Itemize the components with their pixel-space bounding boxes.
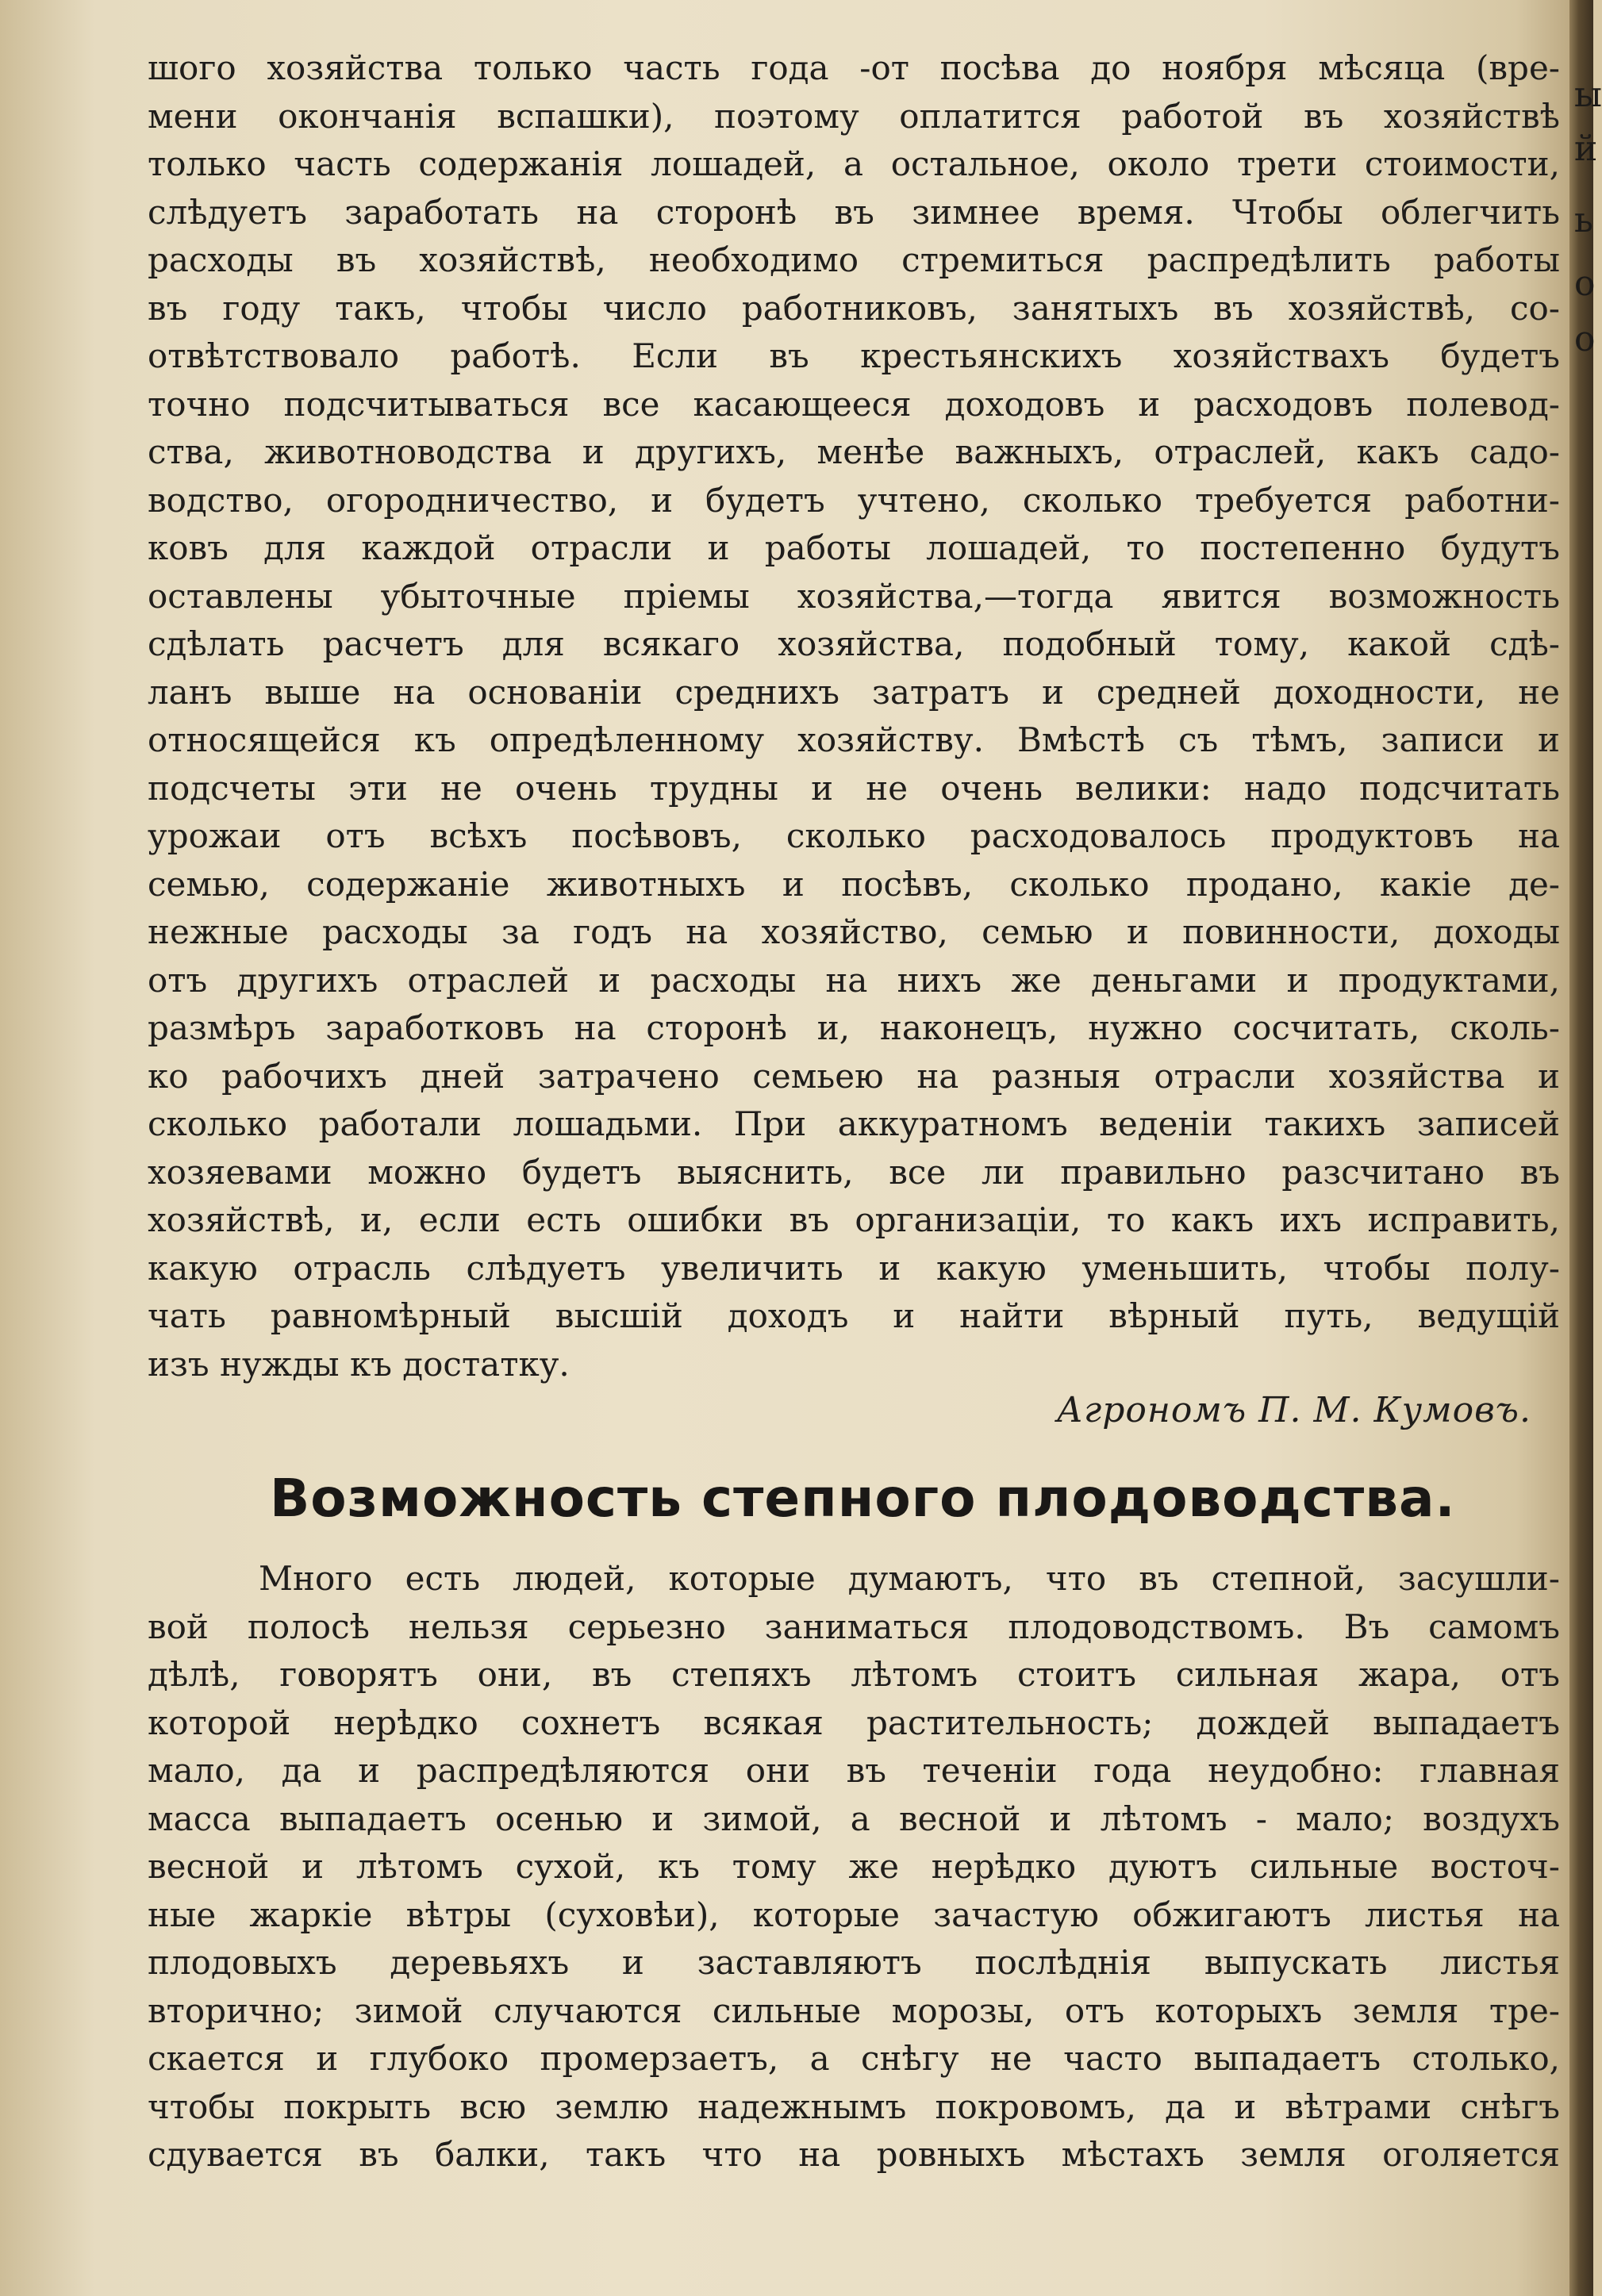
text-line: дѣлѣ, говорятъ они, въ степяхъ лѣтомъ стоитъ сильная жара, отъ <box>148 1655 1560 1694</box>
edge-letter: ь <box>1574 200 1593 240</box>
text-line: хозяевами можно будетъ выяснить, все ли правильно разсчитано въ <box>148 1152 1560 1192</box>
article-heading: Возможность степного плодоводства. <box>270 1468 1456 1529</box>
text-line: которой нерѣдко сохнетъ всякая растительность; дождей выпадаетъ <box>148 1703 1560 1742</box>
text-line: мало, да и распредѣляются они въ теченіи года неудобно: главная <box>148 1751 1560 1790</box>
text-line: ковъ для каждой отрасли и работы лошадей, то постепенно будутъ <box>148 528 1560 567</box>
text-line: семью, содержаніе животныхъ и посѣвъ, сколько продано, какіе де- <box>148 864 1560 904</box>
text-line: вой полосѣ нельзя серьезно заниматься плодоводствомъ. Въ самомъ <box>148 1607 1560 1646</box>
edge-letter: о <box>1574 263 1596 304</box>
text-line: нежные расходы за годъ на хозяйство, семью и повинности, доходы <box>148 912 1560 951</box>
edge-letter: й <box>1574 129 1598 169</box>
edge-letter: ы <box>1574 75 1602 115</box>
text-line: вторично; зимой случаются сильные морозы, отъ которыхъ земля тре- <box>148 1991 1560 2030</box>
text-line: Много есть людей, которые думаютъ, что въ степной, засушли- <box>259 1559 1560 1598</box>
text-line: ланъ выше на основаніи среднихъ затратъ и средней доходности, не <box>148 672 1560 712</box>
article-body <box>148 1555 1560 2179</box>
edge-letter: о <box>1574 319 1596 359</box>
text-line: слѣдуетъ заработать на сторонѣ въ зимнее время. Чтобы облегчить <box>148 192 1560 232</box>
author-signature: Агрономъ П. М. Кумовъ. <box>1056 1390 1531 1430</box>
text-line: только часть содержанія лошадей, а остальное, около трети стоимости, <box>148 144 1560 183</box>
text-line: относящейся къ опредѣленному хозяйству. Вмѣстѣ съ тѣмъ, записи и <box>148 720 1560 759</box>
text-line: какую отрасль слѣдуетъ увеличить и какую уменьшить, чтобы полу- <box>148 1248 1560 1288</box>
text-line: сдѣлать расчетъ для всякаго хозяйства, подобный тому, какой сдѣ- <box>148 624 1560 663</box>
text-line: сдувается въ балки, такъ что на ровныхъ мѣстахъ земля оголяется <box>148 2135 1560 2174</box>
text-line: точно подсчитываться все касающееся доходовъ и расходовъ полевод- <box>148 384 1560 424</box>
text-line: отвѣтствовало работѣ. Если въ крестьянскихъ хозяйствахъ будетъ <box>148 336 1560 375</box>
text-line: подсчеты эти не очень трудны и не очень велики: надо подсчитать <box>148 768 1560 808</box>
article-continuation <box>148 44 1560 1388</box>
text-line: ства, животноводства и другихъ, менѣе важныхъ, отраслей, какъ садо- <box>148 432 1560 471</box>
text-line: чтобы покрыть всю землю надежнымъ покровомъ, да и вѣтрами снѣгъ <box>148 2087 1560 2126</box>
text-line: скается и глубоко промерзаетъ, а снѣгу не часто выпадаетъ столько, <box>148 2039 1560 2078</box>
text-line: расходы въ хозяйствѣ, необходимо стремиться распредѣлить работы <box>148 240 1560 279</box>
text-line: сколько работали лошадьми. При аккуратномъ веденіи такихъ записей <box>148 1104 1560 1143</box>
text-line: изъ нужды къ достатку. <box>148 1344 570 1384</box>
text-line: шого хозяйства только часть года -от посѣва до ноября мѣсяца (вре- <box>148 48 1560 87</box>
text-line: масса выпадаетъ осенью и зимой, а весной и лѣтомъ - мало; воздухъ <box>148 1799 1560 1838</box>
text-line: ные жаркіе вѣтры (суховѣи), которые зачастую обжигаютъ листья на <box>148 1895 1560 1934</box>
text-line: весной и лѣтомъ сухой, къ тому же нерѣдко дуютъ сильные восточ- <box>148 1847 1560 1886</box>
text-line: урожаи отъ всѣхъ посѣвовъ, сколько расходовалось продуктовъ на <box>148 816 1560 855</box>
text-line: отъ другихъ отраслей и расходы на нихъ же деньгами и продуктами, <box>148 960 1560 1000</box>
text-line: плодовыхъ деревьяхъ и заставляютъ послѣднія выпускать листья <box>148 1943 1560 1982</box>
text-line: въ году такъ, чтобы число работниковъ, занятыхъ въ хозяйствѣ, со- <box>148 288 1560 328</box>
text-line: водство, огородничество, и будетъ учтено, сколько требуется работни- <box>148 480 1560 520</box>
text-line: мени окончанія вспашки), поэтому оплатится работой въ хозяйствѣ <box>148 96 1560 136</box>
text-line: ко рабочихъ дней затрачено семьею на разныя отрасли хозяйства и <box>148 1056 1560 1096</box>
text-line: хозяйствѣ, и, если есть ошибки въ организаціи, то какъ ихъ исправить, <box>148 1200 1560 1239</box>
text-line: оставлены убыточные пріемы хозяйства,—тогда явится возможность <box>148 576 1560 616</box>
text-line: чать равномѣрный высшій доходъ и найти вѣрный путь, ведущій <box>148 1296 1560 1335</box>
text-line: размѣръ заработковъ на сторонѣ и, наконецъ, нужно сосчитать, сколь- <box>148 1008 1560 1047</box>
